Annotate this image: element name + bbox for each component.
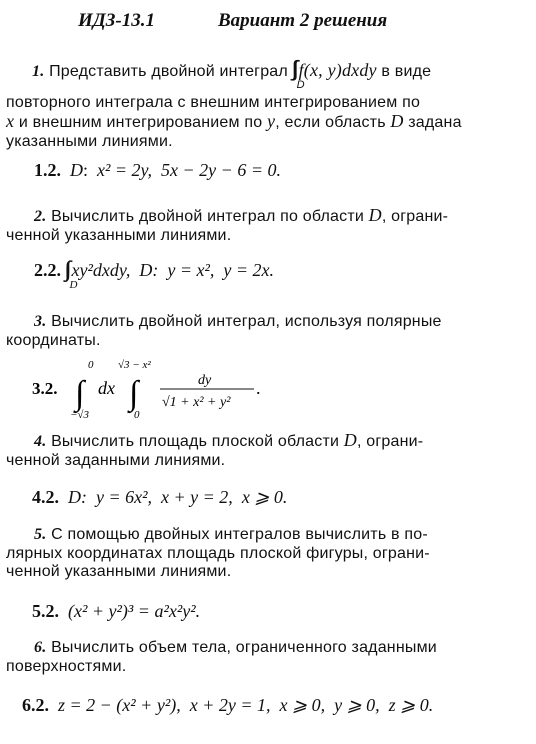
task-4-line-1 — [6, 431, 494, 452]
condition-1: y = 6x², — [96, 487, 153, 507]
task-text: задана — [408, 114, 462, 131]
region-symbol: D — [390, 111, 404, 131]
task-1 — [6, 58, 494, 151]
task-1-line-1 — [6, 58, 494, 91]
outer-lower-limit: −√3 — [70, 409, 89, 421]
region-symbol: D — [343, 430, 357, 450]
task-2-line-1 — [6, 206, 494, 227]
task-number: 4. — [34, 433, 47, 450]
task-text: Вычислить объем тела, ограниченного заданными — [51, 639, 437, 656]
subtask-1-2: 1.2. D: x² = 2y, 5x − 2y − 6 = 0. — [34, 160, 281, 180]
task-3-line-1 — [6, 313, 494, 332]
subtask-label: 2.2. — [34, 260, 61, 280]
condition-2: 5x − 2y − 6 = 0. — [161, 160, 281, 180]
condition-2: x + 2y = 1, — [189, 695, 271, 715]
double-integral-sign — [66, 258, 78, 291]
task-text: , ограни- — [357, 433, 424, 450]
fraction-numerator: dy — [198, 373, 212, 388]
task-1-line-2 — [6, 94, 494, 113]
subtask-4-2 — [32, 487, 287, 508]
task-5-line-2 — [6, 545, 494, 564]
subtask-label: 4.2. — [32, 487, 59, 507]
condition-2: x + y = 2, — [161, 487, 233, 507]
equation: (x² + y²)³ = a²x²y². — [68, 601, 201, 621]
task-4 — [6, 431, 494, 470]
subtask-label: 3.2. — [32, 379, 58, 398]
condition-3: x ⩾ 0. — [241, 487, 288, 507]
task-text: и внешним интегрированием по — [18, 114, 263, 131]
integrand: xy²dxdy, — [71, 260, 131, 280]
task-text: поверхностями. — [6, 657, 127, 675]
task-text: координаты. — [6, 331, 101, 349]
task-1-line-3 — [6, 112, 494, 133]
task-4-line-2 — [6, 452, 494, 471]
fraction-denominator: √1 + x² + y² — [162, 395, 231, 410]
task-2 — [6, 206, 494, 245]
formula-end: . — [256, 378, 261, 398]
task-5-line-1 — [6, 526, 494, 545]
task-text: в виде — [381, 63, 432, 80]
task-text: ченной заданными линиями. — [6, 451, 226, 469]
task-number: 2. — [34, 208, 47, 225]
subtask-label: 1.2. — [34, 160, 61, 180]
subtask-6-2 — [22, 695, 433, 716]
region-symbol: D — [70, 160, 83, 180]
assignment-code: ИДЗ-13.1 — [78, 10, 156, 31]
iterated-integral-formula — [30, 356, 290, 422]
outer-integral-sign: ∫ — [75, 375, 85, 412]
task-5-line-3 — [6, 563, 494, 582]
condition-1: x² = 2y, — [97, 160, 153, 180]
condition-4: y ⩾ 0, — [334, 695, 380, 715]
task-1-line-4 — [6, 133, 494, 152]
subtask-5-2 — [32, 601, 200, 622]
task-3 — [6, 313, 494, 350]
region-symbol: D: — [139, 260, 159, 280]
outer-differential: dx — [98, 378, 115, 398]
region-symbol: D — [368, 205, 382, 225]
task-text: повторного интеграла с внешним интегрированием по — [6, 93, 421, 111]
condition-5: z ⩾ 0. — [388, 695, 434, 715]
task-text: Вычислить двойной интеграл по области — [51, 208, 364, 225]
task-text: Вычислить площадь плоской области — [51, 433, 340, 450]
subtask-2-2 — [34, 258, 275, 291]
task-number: 3. — [34, 313, 47, 330]
task-text: ченной указанными линиями. — [6, 226, 232, 244]
header — [0, 8, 536, 34]
integral-region: D — [296, 79, 305, 91]
inner-upper-limit: √3 − x² — [118, 359, 151, 371]
variable-y: y — [266, 111, 276, 131]
task-text: , ограни- — [381, 208, 449, 225]
inner-integral-sign: ∫ — [129, 375, 139, 412]
task-text: Вычислить двойной интеграл, используя полярные — [51, 313, 442, 330]
inner-lower-limit: 0 — [134, 409, 140, 421]
task-text: С помощью двойных интегралов вычислить в по- — [51, 526, 428, 543]
task-number: 1. — [32, 63, 45, 80]
condition-1: y = x², — [167, 260, 215, 280]
subtask-label: 6.2. — [22, 695, 49, 715]
condition-2: y = 2x. — [223, 260, 275, 280]
task-6 — [6, 639, 494, 676]
variable-x: x — [6, 111, 15, 131]
double-integral-sign — [293, 58, 305, 91]
task-2-line-2 — [6, 227, 494, 246]
task-text: ченной указанными линиями. — [6, 563, 232, 580]
task-text: лярных координатах площадь плоской фигуры, ограни- — [6, 544, 430, 562]
task-text: Представить двойной интеграл — [49, 63, 288, 80]
task-number: 6. — [34, 639, 47, 656]
integral-region: D — [69, 279, 78, 291]
condition-3: x ⩾ 0, — [279, 695, 326, 715]
task-5 — [6, 526, 494, 582]
task-number: 5. — [34, 526, 47, 543]
variant-title: Вариант 2 решения — [218, 10, 388, 31]
outer-upper-limit: 0 — [88, 359, 94, 371]
task-6-line-1 — [6, 639, 494, 658]
task-3-line-2 — [6, 332, 494, 351]
region-symbol: D: — [68, 487, 87, 507]
subtask-label: 5.2. — [32, 601, 59, 621]
condition-1: z = 2 − (x² + y²), — [58, 695, 181, 715]
task-text: указанными линиями. — [6, 132, 173, 150]
integrand: f(x, y)dxdy — [298, 60, 377, 80]
task-6-line-2 — [6, 658, 494, 677]
task-text: , если область — [275, 114, 386, 131]
